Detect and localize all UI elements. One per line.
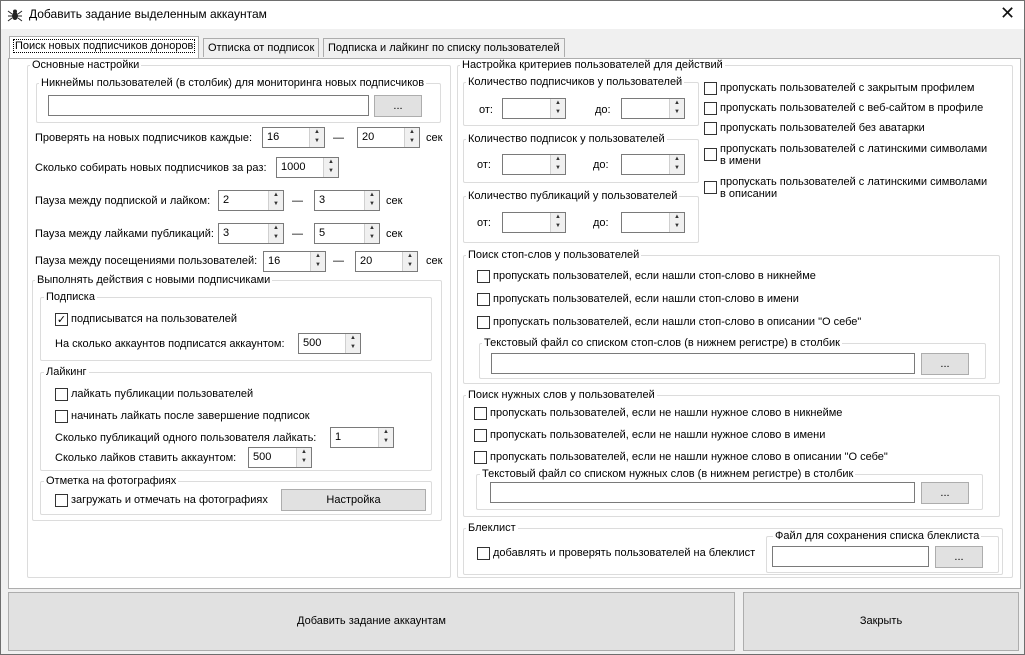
sec-label: сек	[386, 228, 403, 240]
spinner-buttons	[296, 448, 311, 467]
tab-find-followers[interactable]	[9, 36, 199, 58]
needed-words-label: Поиск нужных слов у пользователей	[468, 389, 655, 401]
check-every-label: Проверять на новых подписчиков каждые:	[35, 132, 253, 144]
follow-accounts-spinner[interactable]	[298, 333, 361, 354]
window-title: Добавить задание выделенным аккаунтам	[29, 7, 267, 21]
spinner-buttons	[404, 128, 419, 147]
spin-up-icon[interactable]: ▲	[314, 129, 320, 135]
spin-up-icon[interactable]: ▲	[555, 214, 561, 220]
from-label: от:	[479, 104, 493, 116]
spin-up-icon[interactable]: ▲	[383, 429, 389, 435]
from-label: от:	[477, 217, 491, 229]
follow-group-label: Подписка	[46, 291, 95, 303]
pause-visits-label: Пауза между посещениями пользователей:	[35, 255, 258, 267]
need-bio-checkbox[interactable]	[474, 451, 487, 464]
spinner-value: 1000	[281, 161, 306, 173]
spider-icon	[7, 7, 23, 23]
follow-checkbox[interactable]: ✓	[56, 313, 67, 326]
spinner-value: 500	[253, 451, 272, 463]
check-from-spinner[interactable]	[262, 127, 325, 148]
stop-name-label: пропускать пользователей, если нашли стоп-слово в имени	[493, 293, 799, 305]
like-checkbox-label: лайкать публикации пользователей	[71, 388, 254, 400]
spinner-buttons	[309, 128, 324, 147]
like-posts-label: Сколько публикаций одного пользователя лайкать:	[55, 432, 317, 444]
spin-down-icon[interactable]: ▼	[369, 201, 375, 207]
check-to-spinner[interactable]	[357, 127, 420, 148]
spin-down-icon[interactable]: ▼	[328, 168, 334, 174]
spin-down-icon[interactable]: ▼	[301, 458, 307, 464]
spinner-buttons	[310, 252, 325, 271]
stop-file-input[interactable]	[491, 353, 915, 374]
spinner-buttons	[550, 99, 565, 118]
spinner-value: 500	[303, 337, 322, 349]
tab-label: Отписка от подписок	[208, 42, 315, 54]
dash-separator: —	[333, 255, 344, 267]
skip-latin-name-label: пропускать пользователей с латинскими символами в имени	[720, 143, 988, 167]
need-nick-label: пропускать пользователей, если не нашли нужное слово в никнейме	[490, 407, 843, 419]
spin-down-icon[interactable]: ▼	[369, 234, 375, 240]
spinner-buttons	[550, 213, 565, 232]
nicknames-label: Никнеймы пользователей (в столбик) для мониторинга новых подписчиков	[41, 77, 425, 89]
spin-up-icon[interactable]: ▲	[407, 253, 413, 259]
blacklist-checkbox[interactable]	[477, 547, 490, 560]
pause-likes-from-spinner[interactable]	[218, 223, 284, 244]
pause-likes-to-spinner[interactable]	[314, 223, 380, 244]
spinner-value: 16	[268, 255, 281, 267]
skip-private-checkbox[interactable]	[704, 82, 717, 95]
spinner-buttons	[378, 428, 393, 447]
need-name-label: пропускать пользователей, если не нашли нужное слово в имени	[490, 429, 826, 441]
spin-down-icon[interactable]: ▼	[674, 165, 680, 171]
need-file-browse-button[interactable]: ...	[921, 482, 969, 504]
followers-to-spinner[interactable]	[621, 98, 685, 119]
follow-checkbox-label: подписыватся на пользователей	[71, 313, 237, 325]
followers-from-spinner[interactable]	[502, 98, 566, 119]
following-from-spinner[interactable]	[502, 154, 566, 175]
need-file-input[interactable]	[490, 482, 915, 503]
spin-down-icon[interactable]: ▼	[555, 165, 561, 171]
skip-website-label: пропускать пользователей с веб-сайтом в профиле	[720, 102, 984, 114]
spinner-value: 1	[335, 431, 342, 443]
spinner-buttons	[669, 99, 684, 118]
following-count-label: Количество подписок у пользователей	[468, 133, 665, 145]
basic-settings-label: Основные настройки	[32, 59, 140, 71]
stop-nick-checkbox[interactable]	[477, 270, 490, 283]
close-icon[interactable]: ✕	[999, 3, 1016, 24]
pause-visits-to-spinner[interactable]	[355, 251, 418, 272]
spin-up-icon[interactable]: ▲	[350, 335, 356, 341]
pause-visits-from-spinner[interactable]	[263, 251, 326, 272]
spin-down-icon[interactable]: ▼	[350, 344, 356, 350]
sec-label: сек	[426, 255, 443, 267]
follow-accounts-label: На сколько аккаунтов подписатся аккаунтом:	[55, 338, 285, 350]
spinner-buttons	[669, 155, 684, 174]
photo-tag-checkbox-label: загружать и отмечать на фотографиях	[71, 494, 268, 506]
spin-down-icon[interactable]: ▼	[555, 109, 561, 115]
tab-follow-like-list[interactable]	[323, 38, 565, 57]
skip-no-avatar-checkbox[interactable]	[704, 122, 717, 135]
skip-private-label: пропускать пользователей с закрытым профилем	[720, 82, 975, 94]
spinner-value: 20	[362, 131, 375, 143]
like-total-label: Сколько лайков ставить аккаунтом:	[55, 452, 237, 464]
need-nick-checkbox[interactable]	[474, 407, 487, 420]
spin-down-icon[interactable]: ▼	[409, 138, 415, 144]
pause-follow-like-from-spinner[interactable]	[218, 190, 284, 211]
need-file-label: Текстовый файл со списком нужных слов (в нижнем регистре) в столбик	[482, 468, 854, 480]
following-to-spinner[interactable]	[621, 154, 685, 175]
spin-down-icon[interactable]: ▼	[383, 438, 389, 444]
to-label: до:	[595, 104, 611, 116]
stop-nick-label: пропускать пользователей, если нашли стоп-слово в никнейме	[493, 270, 816, 282]
collect-spinner[interactable]	[276, 157, 339, 178]
like-after-follow-label: начинать лайкать после завершение подписок	[71, 410, 310, 422]
photo-settings-button[interactable]: Настройка	[281, 489, 426, 511]
pause-follow-like-label: Пауза между подпиской и лайком:	[35, 195, 211, 207]
tab-unfollow[interactable]	[203, 38, 319, 57]
like-group-label: Лайкинг	[46, 366, 87, 378]
spin-up-icon[interactable]: ▲	[555, 100, 561, 106]
skip-latin-name-checkbox[interactable]	[704, 148, 717, 161]
blacklist-file-input[interactable]	[772, 546, 929, 567]
follow-group	[40, 297, 432, 361]
spinner-value: 16	[267, 131, 280, 143]
spin-up-icon[interactable]: ▲	[328, 159, 334, 165]
pause-likes-label: Пауза между лайками публикаций:	[35, 228, 214, 240]
spin-up-icon[interactable]: ▲	[301, 449, 307, 455]
title-bar	[1, 1, 1024, 29]
spinner-buttons	[402, 252, 417, 271]
spin-down-icon[interactable]: ▼	[273, 201, 279, 207]
spin-down-icon[interactable]: ▼	[315, 262, 321, 268]
spin-up-icon[interactable]: ▲	[409, 129, 415, 135]
nicknames-browse-button[interactable]: ...	[374, 95, 422, 117]
spinner-value: 2	[223, 194, 230, 206]
spin-up-icon[interactable]: ▲	[674, 156, 680, 162]
spinner-buttons	[323, 158, 338, 177]
to-label: до:	[593, 217, 609, 229]
blacklist-file-label: Файл для сохранения списка блеклиста	[775, 530, 980, 542]
spin-up-icon[interactable]: ▲	[273, 192, 279, 198]
need-name-checkbox[interactable]	[474, 429, 487, 442]
stop-bio-label: пропускать пользователей, если нашли стоп-слово в описании "О себе"	[493, 316, 862, 328]
spin-down-icon[interactable]: ▼	[674, 223, 680, 229]
dash-separator: —	[333, 132, 344, 144]
pause-follow-like-to-spinner[interactable]	[314, 190, 380, 211]
blacklist-label: Блеклист	[468, 522, 516, 534]
spinner-buttons	[345, 334, 360, 353]
sec-label: сек	[386, 195, 403, 207]
spin-down-icon[interactable]: ▼	[273, 234, 279, 240]
spin-up-icon[interactable]: ▲	[674, 214, 680, 220]
photo-tag-label: Отметка на фотографиях	[46, 475, 177, 487]
actions-label: Выполнять действия с новыми подписчиками	[37, 274, 271, 286]
blacklist-file-browse-button[interactable]: ...	[935, 546, 983, 568]
spinner-buttons	[550, 155, 565, 174]
collect-label: Сколько собирать новых подписчиков за раз:	[35, 162, 267, 174]
like-total-spinner[interactable]	[248, 447, 312, 468]
stop-bio-checkbox[interactable]	[477, 316, 490, 329]
spin-up-icon[interactable]: ▲	[369, 192, 375, 198]
skip-no-avatar-label: пропускать пользователей без аватарки	[720, 122, 925, 134]
posts-from-spinner[interactable]	[502, 212, 566, 233]
spinner-buttons	[268, 224, 283, 243]
spin-up-icon[interactable]: ▲	[369, 225, 375, 231]
posts-to-spinner[interactable]	[621, 212, 685, 233]
stop-file-browse-button[interactable]: ...	[921, 353, 969, 375]
spin-up-icon[interactable]: ▲	[315, 253, 321, 259]
stop-file-label: Текстовый файл со списком стоп-слов (в нижнем регистре) в столбик	[484, 337, 840, 349]
spin-down-icon[interactable]: ▼	[314, 138, 320, 144]
skip-latin-bio-label: пропускать пользователей с латинскими символами в описании	[720, 176, 988, 200]
skip-website-checkbox[interactable]	[704, 102, 717, 115]
nicknames-input[interactable]	[48, 95, 369, 116]
spinner-value: 5	[319, 227, 326, 239]
blacklist-checkbox-label: добавлять и проверять пользователей на блеклист	[493, 547, 756, 559]
followers-count-label: Количество подписчиков у пользователей	[468, 76, 683, 88]
spinner-buttons	[364, 191, 379, 210]
to-label: до:	[593, 159, 609, 171]
criteria-label: Настройка критериев пользователей для действий	[462, 59, 723, 71]
tab-label: Подписка и лайкинг по списку пользователей	[328, 42, 560, 54]
spin-down-icon[interactable]: ▼	[407, 262, 413, 268]
like-after-follow-checkbox[interactable]	[55, 410, 68, 423]
like-checkbox[interactable]	[55, 388, 68, 401]
add-task-button[interactable]: Добавить задание аккаунтам	[8, 592, 735, 651]
photo-tag-checkbox[interactable]	[55, 494, 68, 507]
spinner-buttons	[669, 213, 684, 232]
spinner-value: 20	[360, 255, 373, 267]
skip-latin-bio-checkbox[interactable]	[704, 181, 717, 194]
from-label: от:	[477, 159, 491, 171]
tab-label: Поиск новых подписчиков доноров	[15, 40, 194, 52]
posts-count-label: Количество публикаций у пользователей	[468, 190, 678, 202]
spin-up-icon[interactable]: ▲	[674, 100, 680, 106]
spinner-buttons	[364, 224, 379, 243]
stop-name-checkbox[interactable]	[477, 293, 490, 306]
dash-separator: —	[292, 228, 303, 240]
need-bio-label: пропускать пользователей, если не нашли нужное слово в описании "О себе"	[490, 451, 888, 463]
spin-up-icon[interactable]: ▲	[555, 156, 561, 162]
spinner-value: 3	[319, 194, 326, 206]
sec-label: сек	[426, 132, 443, 144]
spin-down-icon[interactable]: ▼	[674, 109, 680, 115]
spinner-value: 3	[223, 227, 230, 239]
stop-words-label: Поиск стоп-слов у пользователей	[468, 249, 640, 261]
spin-up-icon[interactable]: ▲	[273, 225, 279, 231]
dash-separator: —	[292, 195, 303, 207]
spin-down-icon[interactable]: ▼	[555, 223, 561, 229]
close-button[interactable]: Закрыть	[743, 592, 1019, 651]
like-posts-spinner[interactable]	[330, 427, 394, 448]
spinner-buttons	[268, 191, 283, 210]
